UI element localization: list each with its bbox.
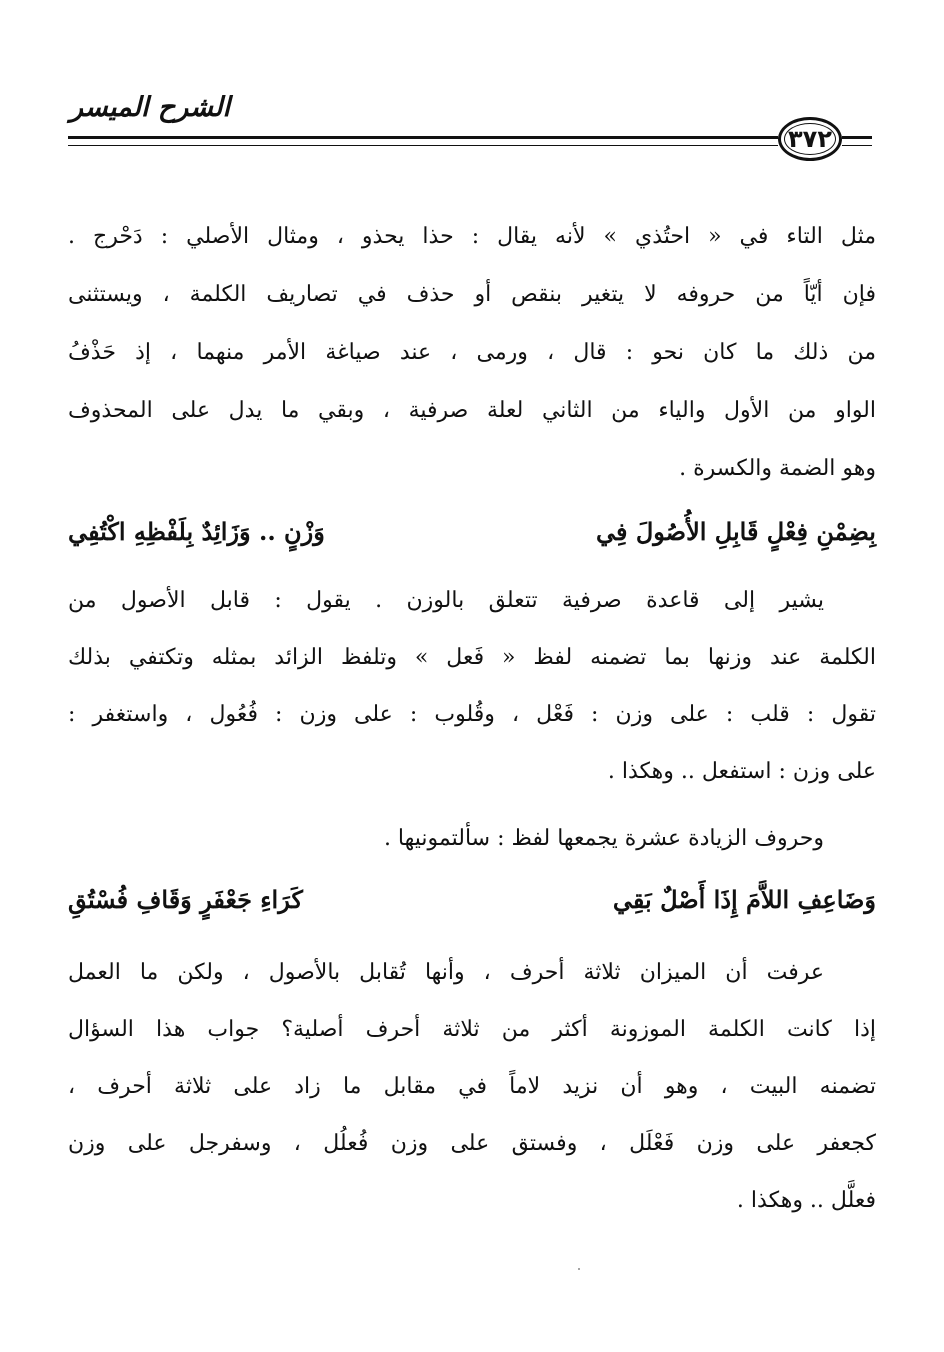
header-rule-right	[842, 136, 872, 139]
header-rule-thin	[68, 145, 778, 146]
header-rule-right-thin	[842, 145, 872, 146]
scan-speck	[578, 1268, 580, 1270]
verse-second-hemistich: وَزْنٍ .. وَزَائِدٌ بِلَفْظِهِ اكْتُفِي	[68, 517, 325, 546]
text-line: وحروف الزيادة عشرة يجمعها لفظ : سألتمونيها .	[383, 826, 824, 851]
text-line: مثل التاء في « احتُذي » لأنه يقال : حذا يحذو ، ومثال الأصلي : دَحْرج .	[68, 224, 876, 249]
text-line: الواو من الأول والياء من الثاني لعلة صرفية ، وبقي ما يدل على المحذوف	[68, 398, 876, 423]
text-line: تقول : قلب : على وزن : فَعْل ، وقُلوب : على وزن : فُعُول ، واستغفر :	[68, 702, 876, 727]
text-line: على وزن : استفعل .. وهكذا .	[607, 759, 876, 784]
text-line: فإن أيّاً من حروفه لا يتغير بنقص أو حذف في تصاريف الكلمة ، ويستثنى	[68, 282, 876, 307]
running-header-title: الشرح الميسر	[69, 92, 230, 123]
verse-first-hemistich: بِضِمْنِ فِعْلٍ قَابِلِ الأُصُولَ فِي	[596, 517, 876, 546]
verse-second-hemistich: كَرَاءِ جَعْفَرٍ وَقَافِ فُسْتُقِ	[68, 885, 303, 914]
text-line: من ذلك ما كان نحو : قال ، ورمى ، عند صياغة الأمر منهما ، إذ حَذْفُ	[68, 340, 876, 365]
text-line: وهو الضمة والكسرة .	[679, 456, 876, 481]
header-rule	[68, 136, 778, 139]
text-line: عرفت أن الميزان ثلاثة أحرف ، وأنها تُقابل بالأصول ، ولكن ما العمل	[68, 960, 824, 985]
poem-verse	[68, 884, 876, 916]
text-line: يشير إلى قاعدة صرفية تتعلق بالوزن . يقول : قابل الأصول من	[68, 588, 824, 613]
text-line: إذا كانت الكلمة الموزونة أكثر من ثلاثة أحرف أصلية؟ جواب هذا السؤال	[68, 1017, 876, 1042]
poem-verse	[68, 516, 876, 548]
text-line: تضمنه البيت ، وهو أن نزيد لاماً في مقابل ما زاد على ثلاثة أحرف ،	[68, 1074, 876, 1099]
page-number: ٣٧٢	[788, 125, 832, 153]
text-line: كجعفر على وزن فَعْلَل ، وفستق على وزن فُعلُل ، وسفرجل على وزن	[68, 1131, 876, 1156]
page-number-badge	[778, 117, 842, 161]
text-line: الكلمة عند وزنها بما تضمنه لفظ « فَعل » وتلفظ الزائد بمثله وتكتفي بذلك	[68, 645, 876, 670]
verse-first-hemistich: وَضَاعِفِ اللاَّمَ إِذَا أَصْلٌ بَقِي	[612, 885, 876, 914]
text-line: فعلَّل .. وهكذا .	[736, 1188, 876, 1213]
